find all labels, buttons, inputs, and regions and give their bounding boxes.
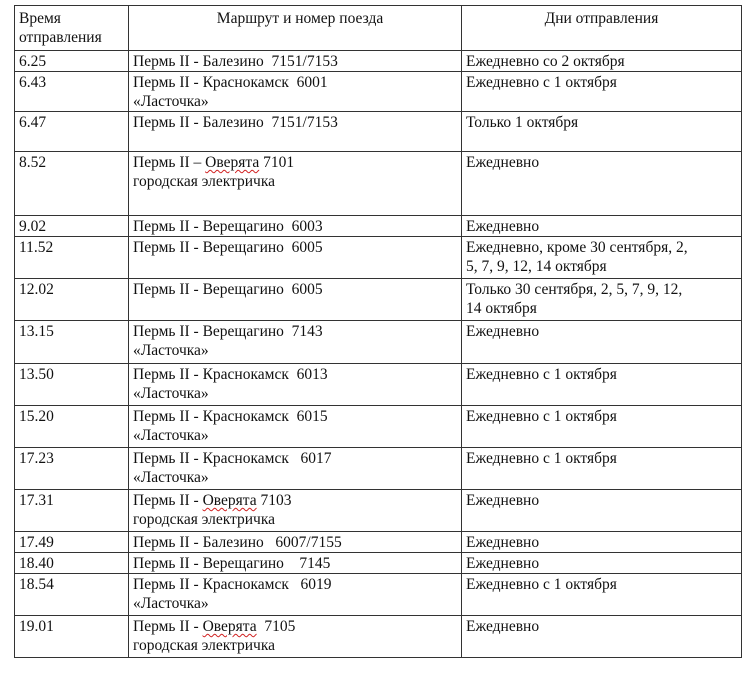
schedule-container — [14, 5, 742, 658]
days-line: Ежедневно — [466, 618, 540, 635]
route-and-train — [129, 574, 462, 616]
table-row — [15, 364, 742, 406]
departure-time: 6.43 — [15, 72, 129, 112]
days-line: Ежедневно — [466, 323, 540, 340]
route-line: Пермь II - Верещагино 7145 — [133, 555, 331, 572]
route-and-train — [129, 532, 462, 553]
route-line: «Ласточка» — [133, 469, 209, 486]
header-time-line: Время — [19, 10, 61, 27]
days-line: Ежедневно — [466, 218, 540, 235]
route-line: Пермь II - Балезино 7151/7153 — [133, 114, 338, 131]
departure-time: 17.49 — [15, 532, 129, 553]
days-line: Ежедневно со 2 октября — [466, 53, 625, 70]
route-text: Пермь II – — [133, 154, 206, 171]
table-row — [15, 616, 742, 658]
departure-days — [462, 406, 742, 448]
route-line: Пермь II - Краснокамск 6015 — [133, 408, 328, 425]
route-line: «Ласточка» — [133, 427, 209, 444]
days-line: Ежедневно с 1 октября — [466, 450, 617, 467]
station-name: Оверята — [202, 618, 257, 635]
days-line: Только 30 сентября, 2, 5, 7, 9, 12, — [466, 281, 683, 298]
header-time — [15, 6, 129, 51]
route-and-train — [129, 72, 462, 112]
route-line: Пермь II - Верещагино 6003 — [133, 218, 323, 235]
days-line: Только 1 октября — [466, 114, 579, 131]
departure-days — [462, 279, 742, 321]
table-row — [15, 448, 742, 490]
days-line: Ежедневно, кроме 30 сентября, 2, — [466, 239, 688, 256]
route-text: 7101 — [259, 154, 295, 171]
departure-time: 19.01 — [15, 616, 129, 658]
train-schedule-table — [14, 5, 742, 658]
route-line: городская электричка — [133, 637, 276, 654]
route-text: Пермь II - — [133, 618, 203, 635]
days-line: Ежедневно — [466, 555, 540, 572]
days-line: Ежедневно с 1 октября — [466, 74, 617, 91]
route-line: «Ласточка» — [133, 342, 209, 359]
departure-time: 11.52 — [15, 237, 129, 279]
route-line: Пермь II - Верещагино 6005 — [133, 281, 323, 298]
route-line: «Ласточка» — [133, 385, 209, 402]
station-name: Оверята — [202, 492, 257, 509]
station-name: Оверята — [205, 154, 260, 171]
route-and-train — [129, 321, 462, 364]
table-row — [15, 72, 742, 112]
table-row — [15, 51, 742, 72]
route-and-train — [129, 152, 462, 216]
table-row — [15, 406, 742, 448]
departure-time: 6.47 — [15, 112, 129, 152]
schedule-body — [15, 51, 742, 658]
departure-time: 12.02 — [15, 279, 129, 321]
departure-days — [462, 112, 742, 152]
days-line: Ежедневно с 1 октября — [466, 366, 617, 383]
route-line: Пермь II - Краснокамск 6001 — [133, 74, 328, 91]
route-line: Пермь II - Краснокамск 6013 — [133, 366, 328, 383]
departure-days — [462, 72, 742, 112]
departure-time: 17.23 — [15, 448, 129, 490]
departure-time: 15.20 — [15, 406, 129, 448]
route-line: Пермь II - Балезино 6007/7155 — [133, 534, 342, 551]
route-line — [133, 491, 457, 510]
table-row — [15, 152, 742, 216]
route-and-train — [129, 112, 462, 152]
header-route: Маршрут и номер поезда — [129, 6, 462, 51]
route-and-train — [129, 616, 462, 658]
header-time-line: отправления — [19, 29, 102, 46]
days-line: Ежедневно — [466, 154, 540, 171]
departure-days — [462, 553, 742, 574]
table-row — [15, 490, 742, 532]
route-line: Пермь II - Верещагино 6005 — [133, 239, 323, 256]
route-and-train — [129, 279, 462, 321]
departure-days — [462, 321, 742, 364]
route-and-train — [129, 406, 462, 448]
route-and-train — [129, 216, 462, 237]
route-text: 7103 — [256, 492, 292, 509]
days-line: 5, 7, 9, 12, 14 октября — [466, 258, 607, 275]
table-row — [15, 574, 742, 616]
route-and-train — [129, 490, 462, 532]
departure-days — [462, 51, 742, 72]
route-line: «Ласточка» — [133, 595, 209, 612]
departure-days — [462, 532, 742, 553]
route-line: городская электричка — [133, 511, 276, 528]
route-text: 7105 — [256, 618, 296, 635]
route-line: Пермь II - Краснокамск 6019 — [133, 576, 332, 593]
route-line — [133, 617, 457, 636]
table-row — [15, 112, 742, 152]
table-row — [15, 279, 742, 321]
table-row — [15, 532, 742, 553]
days-line: 14 октября — [466, 300, 537, 317]
departure-days — [462, 152, 742, 216]
departure-time: 18.54 — [15, 574, 129, 616]
route-and-train — [129, 51, 462, 72]
route-line: «Ласточка» — [133, 93, 209, 110]
departure-days — [462, 448, 742, 490]
header-row — [15, 6, 742, 51]
table-row — [15, 216, 742, 237]
route-text: Пермь II - — [133, 492, 203, 509]
route-line: Пермь II - Балезино 7151/7153 — [133, 53, 338, 70]
table-row — [15, 321, 742, 364]
header-days: Дни отправления — [462, 6, 742, 51]
departure-time: 13.50 — [15, 364, 129, 406]
departure-days — [462, 616, 742, 658]
departure-time: 13.15 — [15, 321, 129, 364]
departure-time: 6.25 — [15, 51, 129, 72]
table-row — [15, 237, 742, 279]
departure-days — [462, 574, 742, 616]
days-line: Ежедневно — [466, 534, 540, 551]
route-line: Пермь II - Краснокамск 6017 — [133, 450, 332, 467]
departure-time: 18.40 — [15, 553, 129, 574]
departure-time: 8.52 — [15, 152, 129, 216]
days-line: Ежедневно с 1 октября — [466, 408, 617, 425]
days-line: Ежедневно с 1 октября — [466, 576, 617, 593]
route-line: Пермь II - Верещагино 7143 — [133, 323, 323, 340]
days-line: Ежедневно — [466, 492, 540, 509]
route-and-train — [129, 553, 462, 574]
departure-time: 17.31 — [15, 490, 129, 532]
departure-time: 9.02 — [15, 216, 129, 237]
route-line: городская электричка — [133, 173, 276, 190]
departure-days — [462, 364, 742, 406]
route-line — [133, 153, 457, 172]
table-row — [15, 553, 742, 574]
departure-days — [462, 237, 742, 279]
departure-days — [462, 216, 742, 237]
route-and-train — [129, 364, 462, 406]
route-and-train — [129, 237, 462, 279]
departure-days — [462, 490, 742, 532]
route-and-train — [129, 448, 462, 490]
